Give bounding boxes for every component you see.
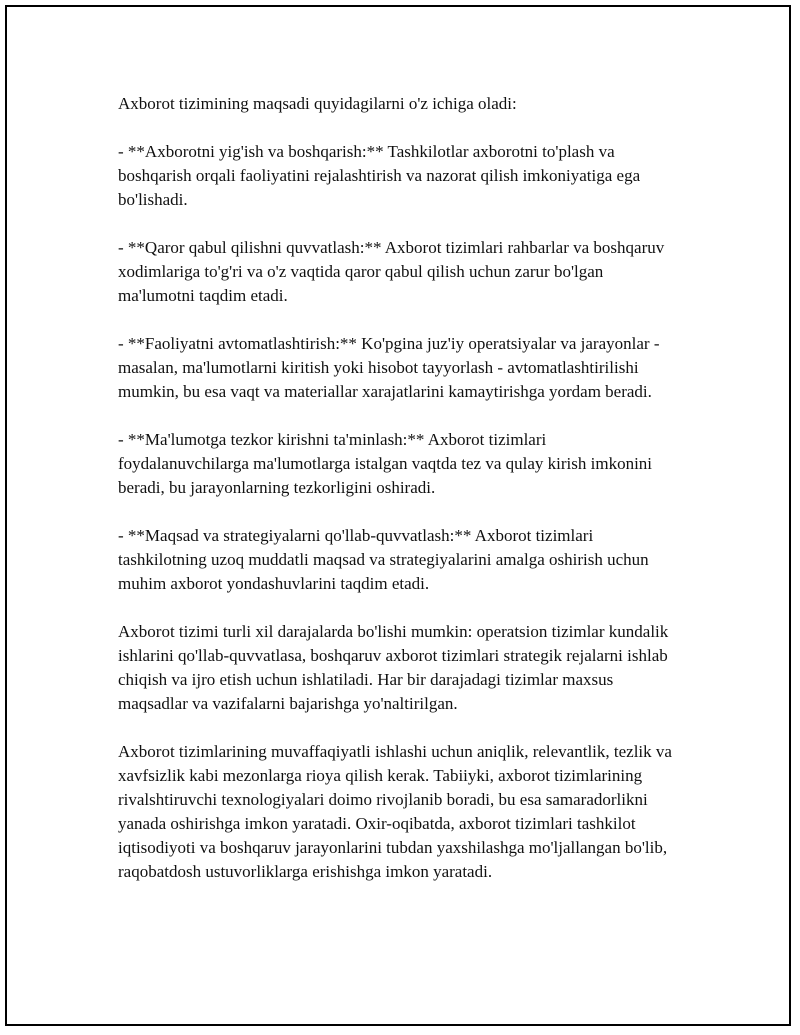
list-item-strategy-support: - **Maqsad va strategiyalarni qo'llab-quvvatlash:** Axborot tizimlari tashkilotning uzoq muddatli maqsad va strategiyalarini amalga oshirish uchun muhim axborot yondashuvlarini taqdim etadi. — [118, 526, 649, 593]
conclusion-paragraph: Axborot tizimlarining muvaffaqiyatli ishlashi uchun aniqlik, relevantlik, tezlik va xavfsizlik kabi mezonlarga rioya qilish kerak. Tabiiyki, axborot tizimlarining rivalshtiruvchi texnologiyalari doimo rivojlanib boradi, bu esa samaradorlikni yanada oshirishga imkon yaratadi. Oxir-oqibatda, axborot tizimlari tashkilot iqtisodiyoti va boshqaruv jarayonlarini tubdan yaxshilashga mo'ljallangan bo'lib, raqobatdosh ustuvorliklarga erishishga imkon yaratadi. — [118, 742, 672, 881]
document-body — [118, 92, 678, 908]
list-item-fast-access: - **Ma'lumotga tezkor kirishni ta'minlash:** Axborot tizimlari foydalanuvchilarga ma'lumotlarga istalgan vaqtda tez va qulay kirish imkonini beradi, bu jarayonlarning tezkorligini oshiradi. — [118, 430, 653, 497]
levels-paragraph: Axborot tizimi turli xil darajalarda bo'lishi mumkin: operatsion tizimlar kundalik ishlarini qo'llab-quvvatlasa, boshqaruv axborot tizimlari strategik rejalarni ishlab chiqish va ijro etish uchun ishlatiladi. Har bir darajadagi tizimlar maxsus maqsadlar va vazifalarni bajarishga yo'naltirilgan. — [118, 622, 669, 713]
list-item-information-management: - **Axborotni yig'ish va boshqarish:** Tashkilotlar axborotni to'plash va boshqarish orqali faoliyatini rejalashtirish va nazorat qilish imkoniyatiga ega bo'lishadi. — [118, 142, 641, 209]
list-item-decision-support: - **Qaror qabul qilishni quvvatlash:** Axborot tizimlari rahbarlar va boshqaruv xodimlariga to'g'ri va o'z vaqtida qaror qabul qilish uchun zarur bo'lgan ma'lumotni taqdim etadi. — [118, 238, 665, 305]
list-item-automation: - **Faoliyatni avtomatlashtirish:** Ko'pgina juz'iy operatsiyalar va jarayonlar - masalan, ma'lumotlarni kiritish yoki hisobot tayyorlash - avtomatlashtirilishi mumkin, bu esa vaqt va materiallar xarajatlarini kamaytirishga yordam beradi. — [118, 334, 660, 401]
intro-paragraph: Axborot tizimining maqsadi quyidagilarni o'z ichiga oladi: — [118, 94, 517, 113]
